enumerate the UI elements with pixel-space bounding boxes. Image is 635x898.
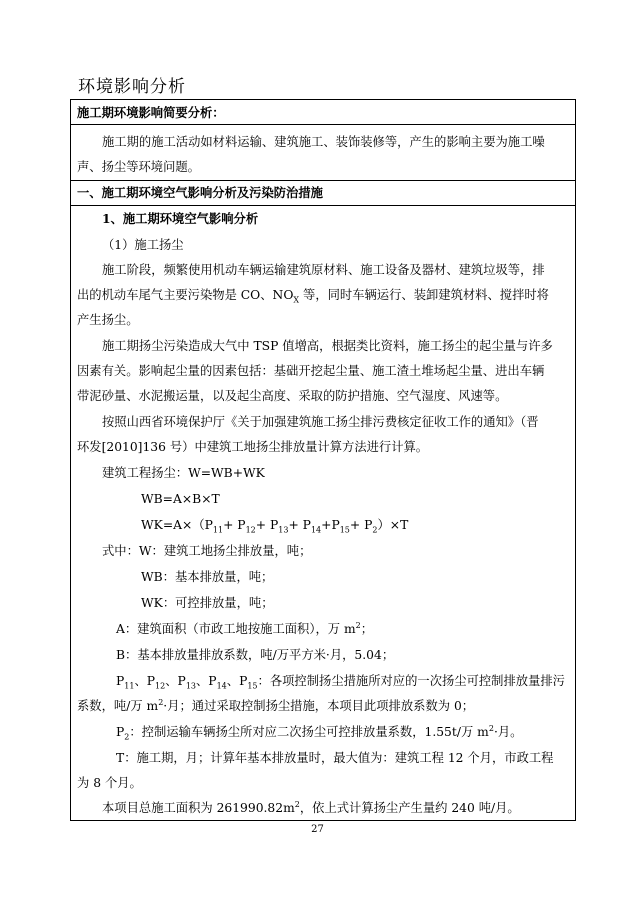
heading-1: 一、施工期环境空气影响分析及污染防治措施 — [77, 185, 323, 200]
paragraph-line: 因素有关。影响起尘量的因素包括：基础开挖起尘量、施工渣土堆场起尘量、进出车辆 — [77, 364, 545, 378]
formula-wk: $WK=A\times(P_{11}+ P_{12}+ P_{13}+ P_{14}+P_{15}+ P_2)\times T$ — [141, 518, 409, 535]
definition-b: B：基本排放量排放系数，吨/万平方米·月，5.04； — [116, 648, 395, 662]
intro-line: 声、扬尘等环境问题。 — [77, 160, 200, 174]
conclusion-line: 本项目总施工面积为 $261990.82m^2$，依上式计算扬尘产生量约 240 吨/月。 — [102, 799, 520, 815]
definition-p2: $P_2$：控制运输车辆扬尘所对应二次扬尘可控排放量系数，1.55t/万 $m^2\cdot$月。 — [116, 723, 523, 742]
definition-a: A：建筑面积（市政工地按施工面积），万 $m^2$； — [116, 620, 374, 636]
intro-line: 施工期的施工活动如材料运输、建筑施工、装饰装修等，产生的影响主要为施工噪 — [102, 135, 545, 149]
page-heading: 环境影响分析 — [78, 77, 186, 97]
paragraph-line: 环发[2010]136 号）中建筑工地扬尘排放量计算方法进行计算。 — [77, 440, 429, 454]
definition-w: 式中：W：建筑工地扬尘排放量，吨； — [102, 544, 312, 558]
formula-w: 建筑工程扬尘：W=WB+WK — [102, 466, 265, 480]
formula-wb: WB=A×B×T — [141, 492, 220, 506]
paragraph-line: 带泥砂量、水泥搬运量，以及起尘高度、采取的防护措施、空气湿度、风速等。 — [77, 389, 508, 403]
section-title: 施工期环境影响简要分析： — [77, 105, 225, 120]
definition-t: T：施工期，月；计算年基本排放量时，最大值为：建筑工程 12 个月，市政工程 — [116, 751, 554, 765]
heading-2: 1、施工期环境空气影响分析 — [102, 211, 259, 226]
table-divider — [71, 180, 575, 181]
definition-t-cont: 为 8 个月。 — [77, 776, 142, 790]
paragraph-line: 施工阶段，频繁使用机动车辆运输建筑原材料、施工设备及器材、建筑垃圾等，排 — [102, 263, 545, 277]
heading-3: （1）施工扬尘 — [102, 238, 184, 252]
page-number: 27 — [311, 824, 324, 835]
table-divider — [71, 205, 575, 206]
definition-p: $P_{11}$、$P_{12}$、$P_{13}$、$P_{14}$、$P_{15}$：各项控制扬尘措施所对应的一次扬尘可控制排放量排污 — [116, 674, 565, 691]
content-table — [70, 99, 576, 821]
definition-p-cont: 系数，吨/万 $m^2\cdot$月；通过采取控制扬尘措施，本项目此项排放系数为 0； — [77, 697, 475, 713]
paragraph-line: 施工期扬尘污染造成大气中 TSP 值增高，根据类比资料，施工扬尘的起尘量与许多 — [102, 339, 553, 353]
table-divider — [71, 124, 575, 125]
definition-wk: WK：可控排放量，吨； — [141, 596, 274, 610]
paragraph-line: 产生扬尘。 — [77, 313, 139, 327]
paragraph-line: 出的机动车尾气主要污染物是 CO、$NO_X$ 等，同时车辆运行、装卸建筑材料、搅拌时将 — [77, 288, 549, 305]
paragraph-line: 按照山西省环境保护厅《关于加强建筑施工扬尘排污费核定征收工作的通知》（晋 — [102, 415, 539, 429]
definition-wb: WB：基本排放量，吨； — [141, 570, 274, 584]
